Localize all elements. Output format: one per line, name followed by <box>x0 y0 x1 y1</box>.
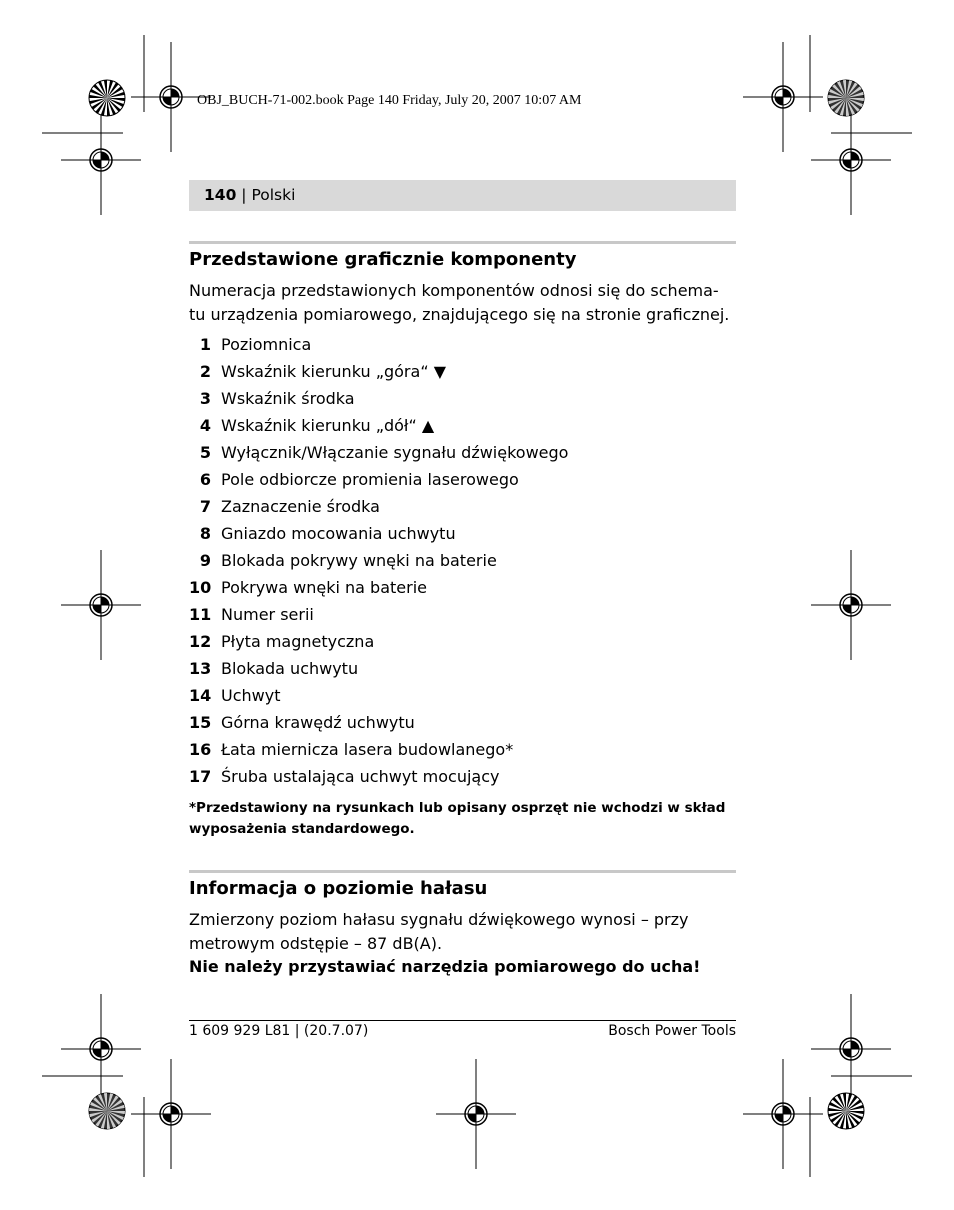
item-text: Pole odbiorcze promienia laserowego <box>221 470 519 489</box>
item-number: 2 <box>199 362 211 381</box>
components-footnote <box>189 798 749 840</box>
register-mark-bottom-left <box>131 1059 211 1169</box>
item-number: 11 <box>189 605 212 624</box>
components-heading: Przedstawione graficznie komponenty <box>189 249 577 270</box>
register-mark-lower-left <box>61 994 141 1104</box>
noise-warning: Nie należy przystawiać narzędzia pomiarowego do ucha! <box>189 957 701 976</box>
noise-heading: Informacja o poziomie hałasu <box>189 878 488 899</box>
footer-rule <box>189 1020 736 1021</box>
header-separator: | <box>236 186 252 204</box>
intro-line-2: tu urządzenia pomiarowego, znajdującego się na stronie graficznej. <box>189 304 730 324</box>
footer-document-number: 1 609 929 L81 | (20.7.07) <box>189 1023 369 1039</box>
section-rule-noise <box>189 870 736 873</box>
footnote-line-2: wyposażenia standardowego. <box>189 821 415 837</box>
item-number: 14 <box>189 686 212 705</box>
item-number: 4 <box>199 416 211 435</box>
item-text: Zaznaczenie środka <box>221 497 380 516</box>
page-header-bar <box>189 180 736 211</box>
intro-line-1: Numeracja przedstawionych komponentów odnosi się do schema- <box>189 281 719 300</box>
item-number: 6 <box>199 470 211 489</box>
item-number: 7 <box>199 497 211 516</box>
item-number: 16 <box>189 740 212 759</box>
list-item <box>189 684 281 711</box>
list-item <box>189 630 375 657</box>
list-item <box>189 738 514 765</box>
item-text: Poziomnica <box>221 335 312 354</box>
footer-brand: Bosch Power Tools <box>608 1023 736 1039</box>
item-text: Wskaźnik kierunku „dół“ ▲ <box>221 416 435 435</box>
item-text: Wskaźnik środka <box>221 389 355 408</box>
list-item <box>189 549 497 576</box>
item-text: Numer serii <box>221 605 314 624</box>
register-mark-lower-right <box>811 994 891 1104</box>
item-number: 8 <box>199 524 211 543</box>
star-target-top-right <box>828 80 864 116</box>
register-mark-upper-left <box>61 105 141 215</box>
footnote-line-1: *Przedstawiony na rysunkach lub opisany osprzęt nie wchodzi w skład <box>189 800 726 816</box>
list-item <box>189 468 519 495</box>
register-mark-middle-left <box>61 550 141 660</box>
item-text: Płyta magnetyczna <box>221 632 375 651</box>
list-item <box>189 576 427 603</box>
register-mark-bottom-right <box>743 1059 823 1169</box>
item-text: Górna krawędź uchwytu <box>221 713 415 732</box>
item-text: Blokada pokrywy wnęki na baterie <box>221 551 497 570</box>
register-mark-bottom-center <box>436 1059 516 1169</box>
section-rule-components <box>189 241 736 244</box>
list-item <box>189 414 435 441</box>
list-item <box>189 711 415 738</box>
page-header <box>204 186 295 204</box>
item-text: Uchwyt <box>221 686 281 705</box>
item-text: Wyłącznik/Włączanie sygnału dźwiękowego <box>221 443 569 462</box>
noise-paragraph <box>189 908 749 979</box>
page-number: 140 <box>204 186 237 204</box>
list-item <box>189 360 446 387</box>
components-intro <box>189 279 749 326</box>
item-text: Pokrywa wnęki na baterie <box>221 578 427 597</box>
item-text: Gniazdo mocowania uchwytu <box>221 524 456 543</box>
item-number: 5 <box>199 443 211 462</box>
register-mark-upper-right <box>811 105 891 215</box>
item-number: 12 <box>189 632 212 651</box>
item-number: 17 <box>189 767 212 786</box>
components-list <box>189 333 569 792</box>
item-text: Blokada uchwytu <box>221 659 359 678</box>
star-target-bottom-right <box>828 1093 864 1129</box>
item-number: 10 <box>189 578 212 597</box>
item-number: 9 <box>199 551 211 570</box>
register-mark-top-right <box>743 42 823 152</box>
list-item <box>189 522 456 549</box>
register-mark-middle-right <box>811 550 891 660</box>
list-item <box>189 657 359 684</box>
star-target-top-left <box>89 80 125 116</box>
book-file-info: OBJ_BUCH-71-002.book Page 140 Friday, July 20, 2007 10:07 AM <box>197 93 582 108</box>
list-item <box>189 603 314 630</box>
list-item <box>189 441 569 468</box>
noise-line-2: metrowym odstępie – 87 dB(A). <box>189 933 443 953</box>
item-text: Śruba ustalająca uchwyt mocujący <box>221 767 500 786</box>
header-language: Polski <box>251 186 296 204</box>
list-item <box>189 495 380 522</box>
list-item <box>189 387 355 414</box>
item-number: 1 <box>199 335 211 354</box>
item-number: 13 <box>189 659 212 678</box>
item-number: 15 <box>189 713 212 732</box>
item-text: Wskaźnik kierunku „góra“ ▼ <box>221 362 446 381</box>
noise-line-1: Zmierzony poziom hałasu sygnału dźwiękowego wynosi – przy <box>189 910 689 929</box>
item-text: Łata miernicza lasera budowlanego* <box>221 740 514 759</box>
list-item <box>189 765 500 792</box>
list-item <box>189 333 312 360</box>
star-target-bottom-left <box>89 1093 125 1129</box>
item-number: 3 <box>199 389 211 408</box>
